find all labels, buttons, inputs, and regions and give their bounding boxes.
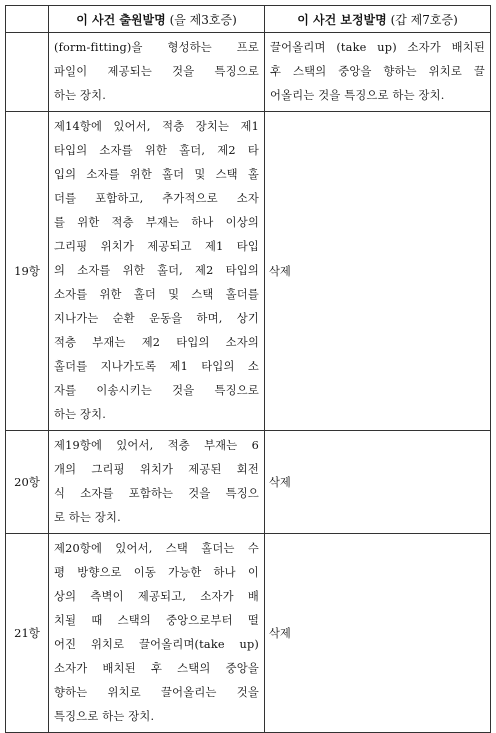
header-claim-number — [6, 6, 49, 33]
claim-number-cell: 20항 — [6, 431, 49, 534]
original-claim-text — [49, 112, 265, 431]
text-line: 더를 포함하고, 추가적으로 소자 — [54, 192, 259, 205]
text-line: 를 위한 적층 부재는 하나 이상의 — [54, 216, 259, 229]
text-line: 어올리는 것을 특징으로 하는 장치. — [270, 89, 445, 102]
text-line: 자를 이송시키는 것을 특징으로 — [54, 384, 259, 397]
text-line: 적층 부재는 제2 타입의 소자의 — [54, 336, 259, 349]
text-line: 홀더를 지나가도록 제1 타입의 소 — [54, 360, 259, 373]
table-row — [6, 431, 491, 534]
amended-claim-deleted: 삭제 — [265, 534, 491, 733]
text-line: 향하는 위치로 끌어올리는 것을 — [54, 686, 259, 699]
text-line: 개의 그리핑 위치가 제공된 회전 — [54, 463, 259, 476]
text-line: 의 소자를 위한 홀더, 제2 타입의 — [54, 264, 259, 277]
table-row — [6, 33, 491, 112]
text-line: 끌어올리며 (take up) 소자가 배치된 — [270, 41, 485, 54]
text-line: 어진 위치로 끌어올리며(take up) — [54, 638, 259, 651]
text-line: 타입의 소자를 위한 홀더, 제2 타 — [54, 144, 259, 157]
text-line: 후 스택의 중앙을 향하는 위치로 끌 — [270, 65, 485, 78]
text-line: 지나가는 순환 운동을 하며, 상기 — [54, 312, 259, 325]
table-row — [6, 112, 491, 431]
text-line: 로 하는 장치. — [54, 511, 121, 524]
text-line: 하는 장치. — [54, 89, 107, 102]
header-original-invention — [49, 6, 265, 33]
text-line: 소자가 배치된 후 스택의 중앙을 — [54, 662, 259, 675]
text-line: 식 소자를 포함하는 것을 특징으 — [54, 487, 259, 500]
text-line: (form-fitting)을 형성하는 프로 — [54, 41, 259, 54]
table-header-row — [6, 6, 491, 33]
text-line: 제20항에 있어서, 스택 홀더는 수 — [54, 542, 259, 555]
table-row — [6, 534, 491, 733]
text-line: 소자를 위한 홀더 및 스택 홀더를 — [54, 288, 259, 301]
text-line: 하는 장치. — [54, 408, 107, 421]
text-line: 그리핑 위치가 제공되고 제1 타입 — [54, 240, 259, 253]
claims-comparison-page — [5, 5, 491, 733]
claim-number-cell: 19항 — [6, 112, 49, 431]
text-line: 특징으로 하는 장치. — [54, 710, 155, 723]
header-original-note: (을 제3호증) — [169, 12, 237, 27]
header-amended-note: (갑 제7호증) — [390, 12, 458, 27]
claim-number-cell: 21항 — [6, 534, 49, 733]
header-original-title: 이 사건 출원발명 — [76, 12, 166, 27]
text-line: 입의 소자를 위한 홀더 및 스택 홀 — [54, 168, 259, 181]
header-amended-title: 이 사건 보정발명 — [297, 12, 387, 27]
text-line: 제19항에 있어서, 적층 부재는 6 — [54, 439, 259, 452]
text-line: 파일이 제공되는 것을 특징으로 — [54, 65, 259, 78]
original-claim-text — [49, 33, 265, 112]
text-line: 제14항에 있어서, 적층 장치는 제1 — [54, 120, 259, 133]
amended-claim-deleted: 삭제 — [265, 112, 491, 431]
original-claim-text — [49, 431, 265, 534]
amended-claim-text — [265, 33, 491, 112]
text-line: 치될 때 스택의 중앙으로부터 떨 — [54, 614, 259, 627]
claim-number-cell — [6, 33, 49, 112]
header-amended-invention — [265, 6, 491, 33]
original-claim-text — [49, 534, 265, 733]
amended-claim-deleted: 삭제 — [265, 431, 491, 534]
claims-comparison-table — [5, 5, 491, 733]
text-line: 평 방향으로 이동 가능한 하나 이 — [54, 566, 259, 579]
text-line: 상의 측벽이 제공되고, 소자가 배 — [54, 590, 259, 603]
